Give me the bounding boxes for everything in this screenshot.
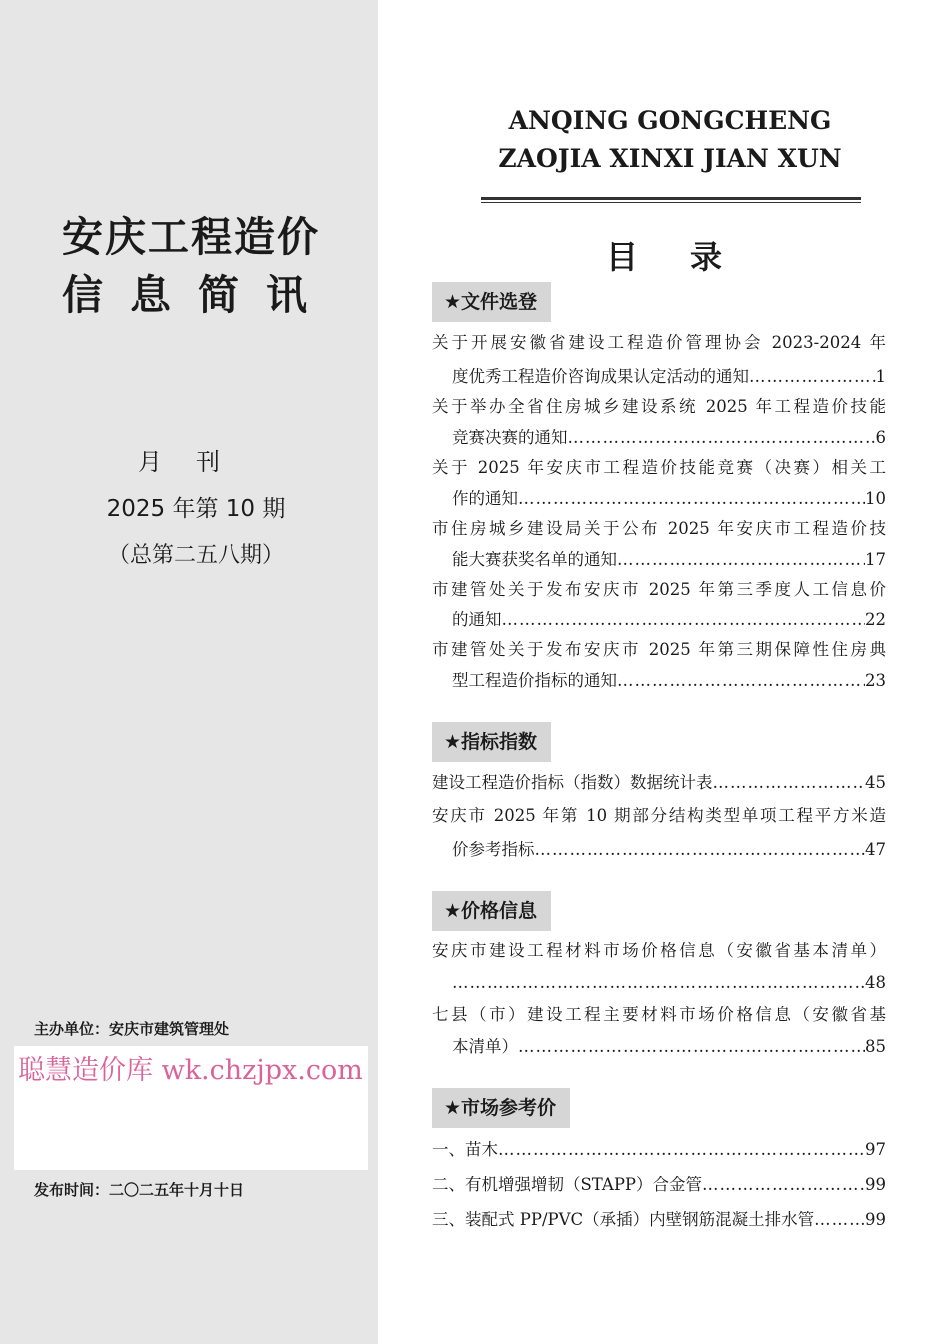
- leader-dots: [749, 367, 876, 387]
- toc-entry-line: 价参考指标: [452, 840, 535, 859]
- page-number: 48: [865, 973, 886, 992]
- leader-dots: [702, 1175, 865, 1195]
- toc-entry[interactable]: [452, 367, 886, 387]
- magazine-title-line2: 信息简讯: [62, 271, 334, 319]
- toc-entry-line: 三、装配式 PP/PVC（承插）内壁钢筋混凝土排水管: [432, 1210, 815, 1229]
- leader-dots: [518, 489, 865, 509]
- toc-entry-line[interactable]: 市建管处关于发布安庆市 2025 年第三期保障性住房典: [432, 640, 886, 659]
- toc-entry-line[interactable]: 关于举办全省住房城乡建设系统 2025 年工程造价技能: [432, 397, 886, 416]
- toc-entry[interactable]: [452, 973, 886, 993]
- toc-entry[interactable]: [432, 1140, 886, 1160]
- leader-dots: [452, 973, 865, 993]
- toc-entry-line: 度优秀工程造价咨询成果认定活动的通知: [452, 367, 749, 386]
- sponsor: 主办单位：安庆市建筑管理处: [34, 1020, 230, 1038]
- toc-entry[interactable]: [432, 1175, 886, 1195]
- issue-number: 2025 年第 10 期: [106, 496, 286, 522]
- toc-entry-line: 本清单）: [452, 1037, 518, 1056]
- leader-dots: [498, 1140, 865, 1160]
- section-heading-documents: ★文件选登: [432, 282, 551, 322]
- magazine-title-line1: 安庆工程造价: [62, 213, 320, 261]
- leader-dots: [568, 428, 876, 448]
- leader-dots: [502, 610, 866, 630]
- page-number: 1: [875, 367, 886, 386]
- leader-dots: [814, 1210, 865, 1230]
- toc-title: 目录: [606, 238, 775, 276]
- toc-entry[interactable]: [452, 1037, 886, 1057]
- english-title-line2: ZAOJIA XINXI JIAN XUN: [498, 144, 842, 173]
- toc-entry[interactable]: [452, 610, 886, 630]
- page-number: 47: [865, 840, 886, 859]
- leader-dots: [713, 773, 866, 793]
- toc-entry[interactable]: [452, 671, 886, 691]
- toc-entry-line: 能大赛获奖名单的通知: [452, 550, 617, 569]
- page-number: 97: [865, 1140, 886, 1159]
- total-issue: （总第二五八期）: [107, 543, 284, 568]
- publish-date: 发布时间：二〇二五年十月十日: [34, 1181, 245, 1199]
- toc-entry-line: 二、有机增强增韧（STAPP）合金管: [432, 1175, 703, 1194]
- english-title-line1: ANQING GONGCHENG: [508, 106, 832, 135]
- toc-entry[interactable]: [452, 840, 886, 860]
- toc-entry-line[interactable]: 关于 2025 年安庆市工程造价技能竞赛（决赛）相关工: [432, 458, 886, 477]
- page-number: 45: [865, 773, 886, 792]
- toc-entry[interactable]: [452, 428, 886, 448]
- toc-entry-line: 的通知: [452, 610, 502, 629]
- watermark: 聪慧造价库 wk.chzjpx.com: [18, 1055, 363, 1086]
- watermark-box: [14, 1046, 368, 1170]
- title-rule-thin: [481, 202, 861, 203]
- page-number: 85: [865, 1037, 886, 1056]
- toc-entry-line: 作的通知: [452, 489, 518, 508]
- leader-dots: [617, 671, 865, 691]
- page-number: 23: [865, 671, 886, 690]
- section-heading-prices: ★价格信息: [432, 891, 551, 931]
- toc-entry-line[interactable]: 七县（市）建设工程主要材料市场价格信息（安徽省基: [432, 1005, 886, 1024]
- toc-entry-line[interactable]: 市建管处关于发布安庆市 2025 年第三季度人工信息价: [432, 580, 886, 599]
- section-heading-indices: ★指标指数: [432, 722, 551, 762]
- section-heading-market: ★市场参考价: [432, 1088, 570, 1128]
- toc-entry-line: 建设工程造价指标（指数）数据统计表: [432, 773, 713, 792]
- leader-dots: [617, 550, 865, 570]
- page-number: 17: [865, 550, 886, 569]
- toc-entry[interactable]: [432, 1210, 886, 1230]
- leader-dots: [535, 840, 866, 860]
- page-number: 22: [865, 610, 886, 629]
- page-number: 10: [865, 489, 886, 508]
- page-number: 99: [865, 1210, 886, 1229]
- toc-entry[interactable]: [452, 489, 886, 509]
- leader-dots: [518, 1037, 865, 1057]
- toc-entry-line[interactable]: 安庆市 2025 年第 10 期部分结构类型单项工程平方米造: [432, 806, 886, 825]
- toc-entry-line: 竞赛决赛的通知: [452, 428, 568, 447]
- toc-entry[interactable]: [432, 773, 886, 793]
- page-number: 6: [875, 428, 886, 447]
- toc-entry-line[interactable]: 安庆市建设工程材料市场价格信息（安徽省基本清单）: [432, 941, 886, 960]
- toc-entry-line[interactable]: 关于开展安徽省建设工程造价管理协会 2023-2024 年: [432, 333, 886, 352]
- toc-entry[interactable]: [452, 550, 886, 570]
- page-number: 99: [865, 1175, 886, 1194]
- toc-entry-line: 一、苗木: [432, 1140, 498, 1159]
- monthly-label: 月刊: [138, 448, 254, 476]
- title-rule-thick: [481, 197, 861, 200]
- toc-entry-line: 型工程造价指标的通知: [452, 671, 617, 690]
- toc-entry-line[interactable]: 市住房城乡建设局关于公布 2025 年安庆市工程造价技: [432, 519, 886, 538]
